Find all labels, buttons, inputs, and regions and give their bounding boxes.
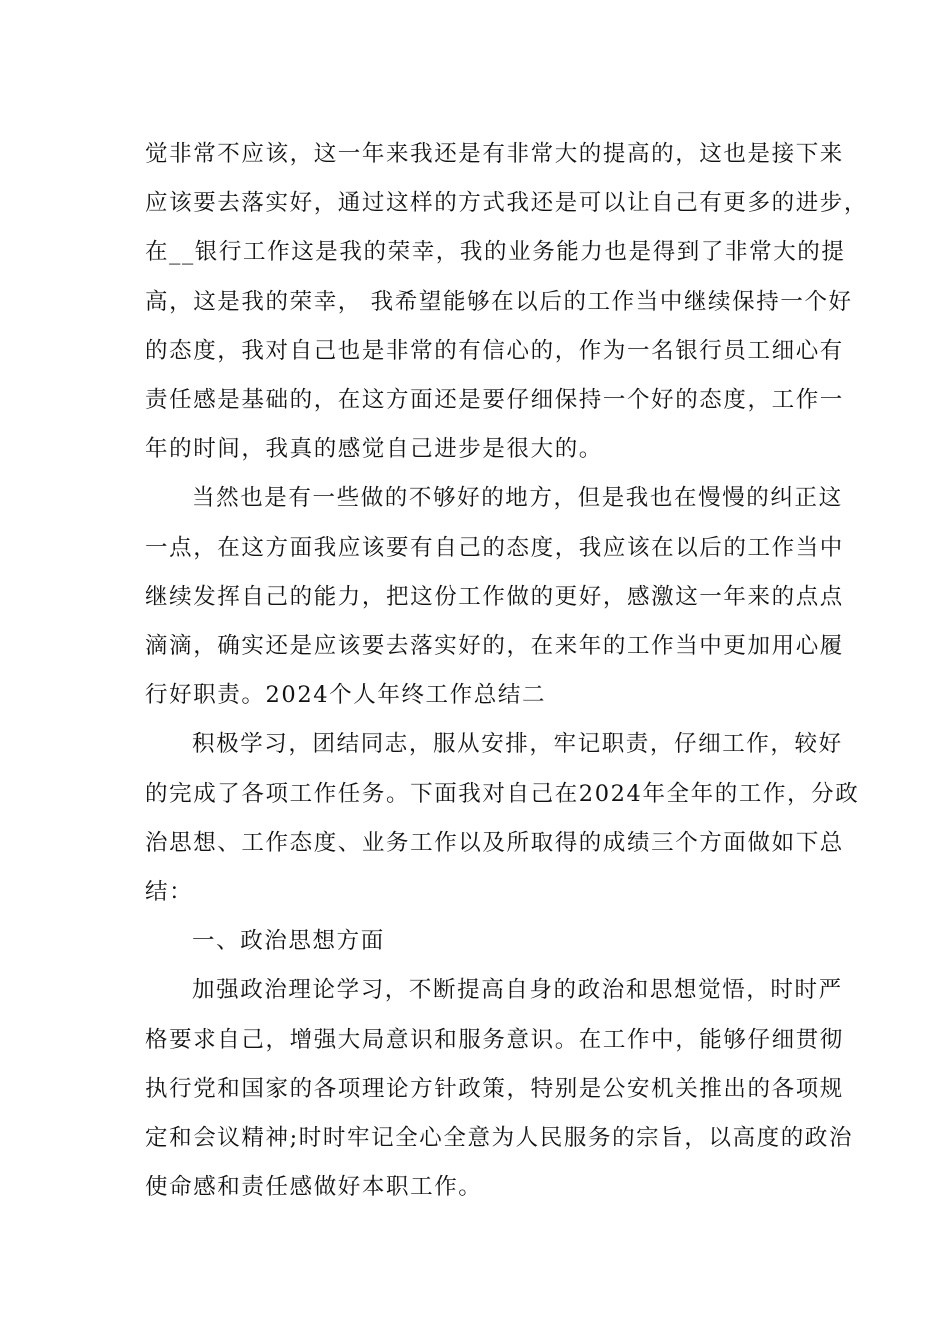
text-line: 使命感和责任感做好本职工作。: [145, 1174, 483, 1201]
text-line: 当然也是有一些做的不够好的地方，但是我也在慢慢的纠正这: [192, 485, 843, 512]
text-line: 继续发挥自己的能力，把这份工作做的更好，感激这一年来的点点: [145, 583, 844, 610]
paragraph-shortcomings: [145, 474, 844, 720]
text-line: 的态度，我对自己也是非常的有信心的，作为一名银行员工细心有: [145, 337, 844, 364]
paragraph-summary-intro: [145, 720, 860, 917]
document-body: [145, 130, 869, 1212]
text-line: 加强政治理论学习，不断提高自身的政治和思想觉悟，时时严: [192, 977, 843, 1004]
text-line: 高，这是我的荣幸， 我希望能够在以后的工作当中继续保持一个好: [145, 288, 853, 315]
text-line: 一点，在这方面我应该要有自己的态度，我应该在以后的工作当中: [145, 534, 844, 561]
text-line: 滴滴，确实还是应该要去落实好的，在来年的工作当中更加用心履: [145, 633, 844, 660]
text-line: 的完成了各项工作任务。下面我对自己在2024年全年的工作，分政: [145, 780, 860, 807]
text-line: 责任感是基础的，在这方面还是要仔细保持一个好的态度，工作一: [145, 387, 844, 414]
section-title: 一、政治思想方面: [192, 928, 385, 955]
text-line: 年的时间，我真的感觉自己进步是很大的。: [145, 436, 603, 463]
text-line: 在__银行工作这是我的荣幸，我的业务能力也是得到了非常大的提: [145, 239, 846, 266]
paragraph-political: [145, 966, 854, 1212]
section-heading: [145, 917, 825, 966]
text-line: 执行党和国家的各项理论方针政策，特别是公安机关推出的各项规: [145, 1075, 844, 1102]
paragraph-continued: [145, 130, 869, 474]
text-line: 结：: [145, 879, 194, 906]
text-line: 觉非常不应该，这一年来我还是有非常大的提高的，这也是接下来: [145, 141, 844, 167]
text-line: 应该要去落实好，通过这样的方式我还是可以让自己有更多的进步，: [145, 190, 869, 217]
text-line: 行好职责。2024个人年终工作总结二: [145, 682, 547, 709]
text-line: 积极学习，团结同志，服从安排，牢记职责，仔细工作，较好: [192, 731, 843, 758]
text-line: 格要求自己，增强大局意识和服务意识。在工作中，能够仔细贯彻: [145, 1026, 844, 1053]
text-line: 治思想、工作态度、业务工作以及所取得的成绩三个方面做如下总: [145, 829, 844, 856]
text-line: 定和会议精神;时时牢记全心全意为人民服务的宗旨，以高度的政治: [145, 1125, 854, 1152]
